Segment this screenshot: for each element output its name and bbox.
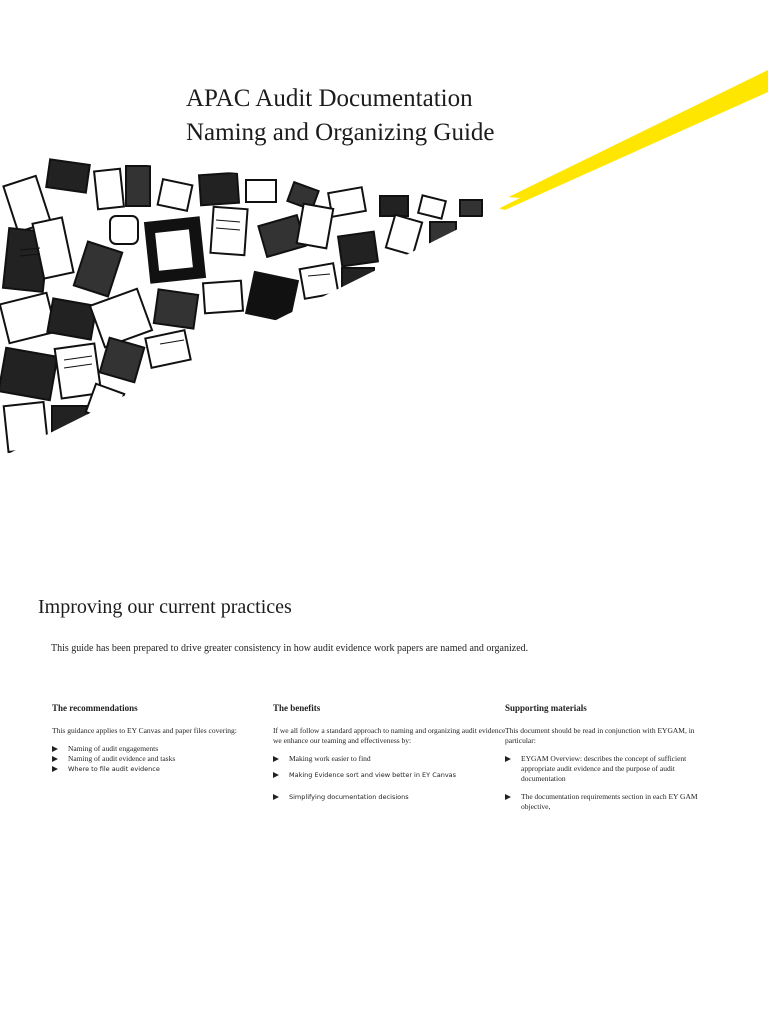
triangle-bullet-icon xyxy=(273,756,279,762)
triangle-bullet-icon xyxy=(505,756,511,762)
triangle-bullet-icon xyxy=(52,746,58,752)
column-heading: The recommendations xyxy=(52,703,138,713)
list-item: Simplifying documentation decisions xyxy=(273,792,508,802)
column-heading: Supporting materials xyxy=(505,703,587,713)
triangle-bullet-icon xyxy=(52,756,58,762)
recommendations-column xyxy=(52,702,287,774)
list-item: EYGAM Overview: describes the concept of sufficient appropriate audit evidence and the purpose of audit documentation xyxy=(505,754,715,784)
list-item: Making Evidence sort and view better in EY Canvas xyxy=(273,770,508,780)
list-item: Naming of audit evidence and tasks xyxy=(52,754,287,764)
list-item: Where to file audit evidence xyxy=(52,764,287,774)
triangle-bullet-icon xyxy=(273,772,279,778)
triangle-bullet-icon xyxy=(505,794,511,800)
supporting-materials-column xyxy=(505,702,715,820)
yellow-beam xyxy=(490,70,768,210)
bullet-list xyxy=(52,744,287,774)
title-line-2: Naming and Organizing Guide xyxy=(186,119,495,146)
column-intro: This document should be read in conjunction with EYGAM, in particular: xyxy=(505,726,695,745)
triangle-bullet-icon xyxy=(273,794,279,800)
section-heading: Improving our current practices xyxy=(38,596,292,618)
benefits-column xyxy=(273,702,508,808)
column-intro: This guidance applies to EY Canvas and paper files covering: xyxy=(52,726,237,735)
column-heading: The benefits xyxy=(273,703,321,713)
title-line-1: APAC Audit Documentation xyxy=(186,85,473,112)
books-illustration xyxy=(0,70,768,460)
list-item: Naming of audit engagements xyxy=(52,744,287,754)
bullet-list xyxy=(505,754,715,812)
intro-paragraph: This guide has been prepared to drive greater consistency in how audit evidence work papers are named and organized. xyxy=(51,643,529,654)
column-intro: If we all follow a standard approach to naming and organizing audit evidence we enhance our teaming and effectiveness by: xyxy=(273,726,506,745)
list-item: Making work easier to find xyxy=(273,754,508,764)
triangle-bullet-icon xyxy=(52,766,58,772)
bullet-list xyxy=(273,754,508,802)
list-item: The documentation requirements section in each EY GAM objective, xyxy=(505,792,715,812)
